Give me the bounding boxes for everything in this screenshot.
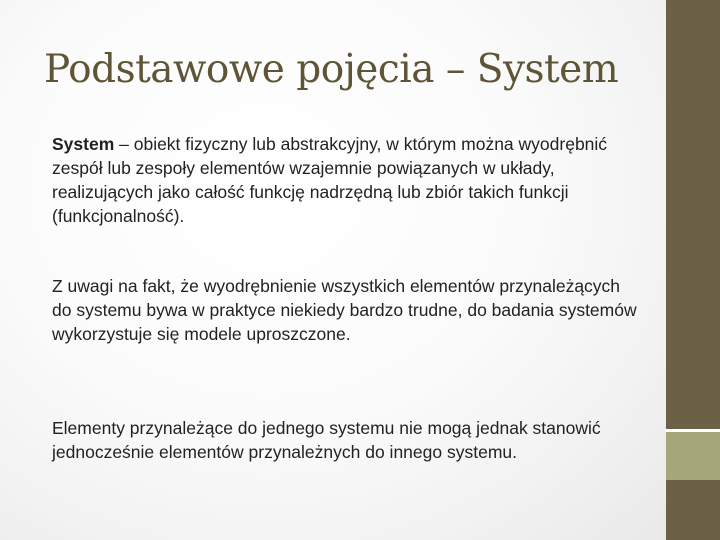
paragraph-models: Z uwagi na fakt, że wyodrębnienie wszystkich elementów przynależących do systemu bywa w praktyce niekiedy bardzo trudne, do badania systemów wykorzystuje się modele uproszczone. <box>52 276 637 344</box>
paragraph-elements: Elementy przynależące do jednego systemu nie mogą jednak stanowić jednocześnie elementów przynależnych do innego systemu. <box>52 418 601 462</box>
paragraph-definition-text: – obiekt fizyczny lub abstrakcyjny, w którym można wyodrębnić zespół lub zespoły elementów wzajemnie powiązanych w układy, realizujących jako całość funkcję nadrzędną lub zbiór takich funkcji (funkcjonalność). <box>52 134 608 226</box>
paragraph-definition <box>52 132 642 228</box>
side-bar-accent <box>666 432 720 480</box>
slide-title: Podstawowe pojęcia – System <box>44 47 619 92</box>
paragraph-definition-term: System <box>52 134 115 154</box>
